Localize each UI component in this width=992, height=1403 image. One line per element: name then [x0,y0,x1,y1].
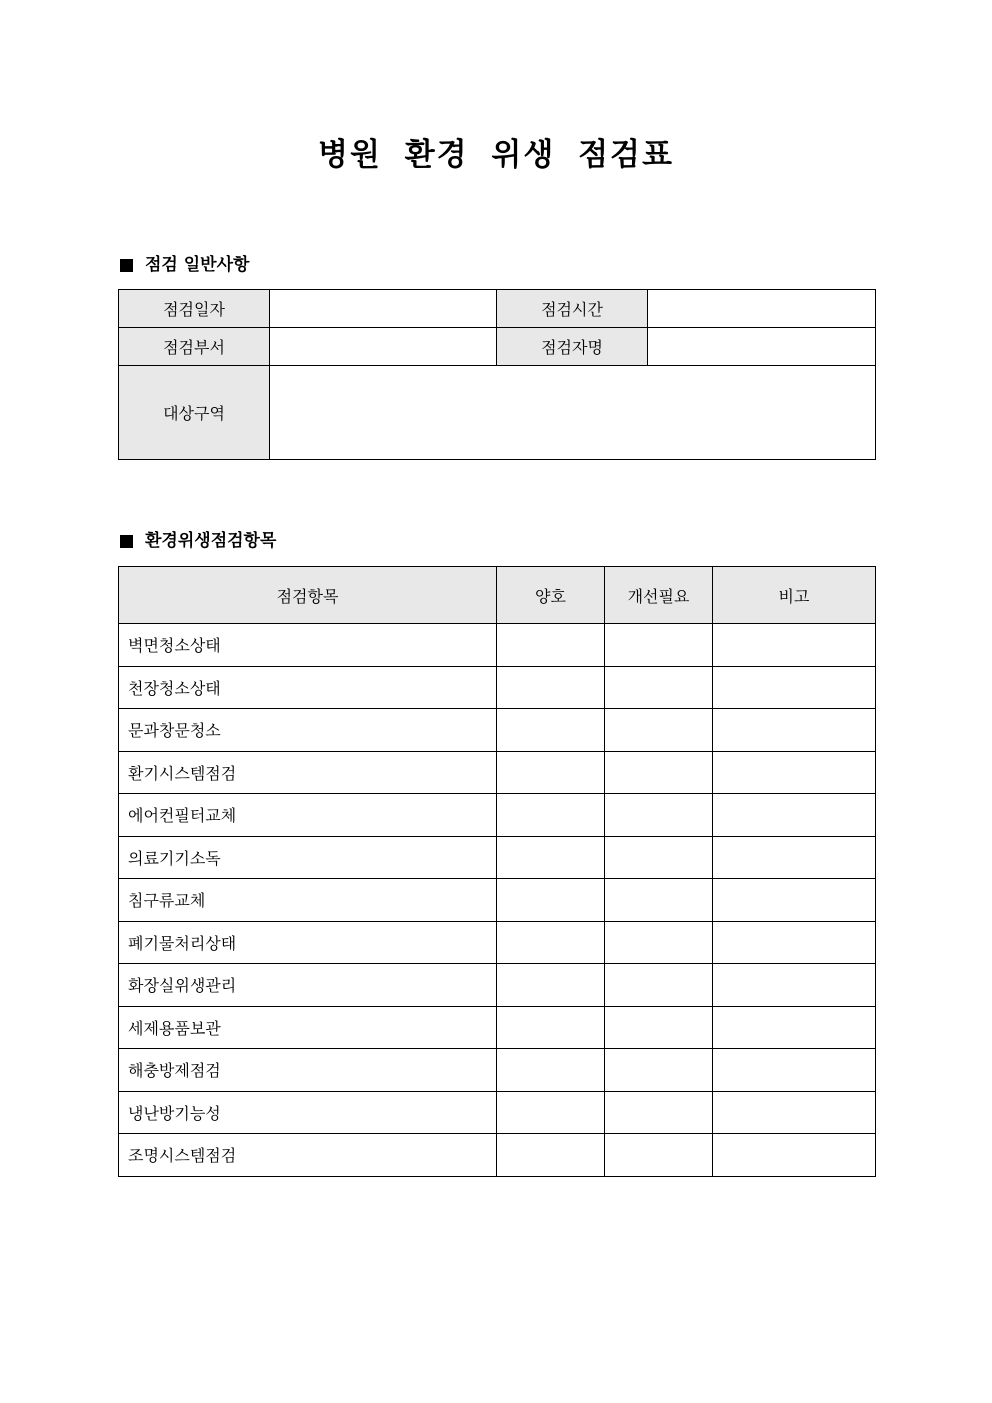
column-header-item: 점검항목 [119,567,497,624]
good-check-cell[interactable] [497,921,605,964]
column-header-remarks: 비고 [713,567,876,624]
remarks-cell[interactable] [713,794,876,837]
checklist-section-heading [120,529,276,553]
checklist-item-label: 화장실위생관리 [119,964,497,1007]
page-title: 병원 환경 위생 점검표 [318,137,674,173]
checklist-table [118,566,876,1177]
checklist-item-label: 천장청소상태 [119,666,497,709]
table-row [119,1006,876,1049]
table-row [119,921,876,964]
inspection-date-field[interactable] [270,290,497,328]
checklist-item-label: 세제용품보관 [119,1006,497,1049]
good-check-cell[interactable] [497,836,605,879]
needs-improvement-check-cell[interactable] [605,964,713,1007]
table-row [119,1134,876,1177]
column-header-good: 양호 [497,567,605,624]
good-check-cell[interactable] [497,1091,605,1134]
remarks-cell[interactable] [713,964,876,1007]
general-section-heading [120,253,249,277]
remarks-cell[interactable] [713,1134,876,1177]
square-bullet-icon [120,259,133,272]
checklist-item-label: 의료기기소독 [119,836,497,879]
needs-improvement-check-cell[interactable] [605,1134,713,1177]
needs-improvement-check-cell[interactable] [605,751,713,794]
checklist-item-label: 환기시스템점검 [119,751,497,794]
needs-improvement-check-cell[interactable] [605,1049,713,1092]
checklist-item-label: 폐기물처리상태 [119,921,497,964]
needs-improvement-check-cell[interactable] [605,709,713,752]
needs-improvement-check-cell[interactable] [605,666,713,709]
good-check-cell[interactable] [497,709,605,752]
department-field[interactable] [270,328,497,366]
checklist-item-label: 에어컨필터교체 [119,794,497,837]
remarks-cell[interactable] [713,709,876,752]
square-bullet-icon [120,535,133,548]
good-check-cell[interactable] [497,1134,605,1177]
remarks-cell[interactable] [713,624,876,667]
checklist-header-row [119,567,876,624]
checklist-section-heading-text: 환경위생점검항목 [145,531,277,551]
good-check-cell[interactable] [497,964,605,1007]
remarks-cell[interactable] [713,751,876,794]
needs-improvement-check-cell[interactable] [605,624,713,667]
needs-improvement-check-cell[interactable] [605,879,713,922]
good-check-cell[interactable] [497,751,605,794]
remarks-cell[interactable] [713,1049,876,1092]
checklist-item-label: 문과창문청소 [119,709,497,752]
good-check-cell[interactable] [497,666,605,709]
good-check-cell[interactable] [497,1049,605,1092]
remarks-cell[interactable] [713,921,876,964]
needs-improvement-check-cell[interactable] [605,921,713,964]
table-row [119,836,876,879]
label-department: 점검부서 [119,328,270,366]
remarks-cell[interactable] [713,836,876,879]
label-target-area: 대상구역 [119,366,270,460]
needs-improvement-check-cell[interactable] [605,1091,713,1134]
table-row [119,964,876,1007]
checklist-item-label: 벽면청소상태 [119,624,497,667]
remarks-cell[interactable] [713,1091,876,1134]
remarks-cell[interactable] [713,1006,876,1049]
table-row [119,1049,876,1092]
checklist-item-label: 해충방제점검 [119,1049,497,1092]
good-check-cell[interactable] [497,624,605,667]
table-row [119,794,876,837]
checklist-item-label: 조명시스템점검 [119,1134,497,1177]
label-inspector: 점검자명 [497,328,648,366]
table-row [119,1091,876,1134]
info-row-department [119,328,876,366]
target-area-field[interactable] [270,366,876,460]
needs-improvement-check-cell[interactable] [605,1006,713,1049]
good-check-cell[interactable] [497,879,605,922]
needs-improvement-check-cell[interactable] [605,794,713,837]
remarks-cell[interactable] [713,666,876,709]
table-row [119,751,876,794]
general-info-table [118,289,876,460]
remarks-cell[interactable] [713,879,876,922]
good-check-cell[interactable] [497,1006,605,1049]
table-row [119,624,876,667]
good-check-cell[interactable] [497,794,605,837]
needs-improvement-check-cell[interactable] [605,836,713,879]
label-inspection-date: 점검일자 [119,290,270,328]
general-section-heading-text: 점검 일반사항 [145,255,250,275]
table-row [119,709,876,752]
table-row [119,666,876,709]
table-row [119,879,876,922]
label-inspection-time: 점검시간 [497,290,648,328]
column-header-needs-improvement: 개선필요 [605,567,713,624]
info-row-date [119,290,876,328]
inspection-time-field[interactable] [648,290,876,328]
info-row-area [119,366,876,460]
checklist-item-label: 냉난방기능성 [119,1091,497,1134]
inspector-field[interactable] [648,328,876,366]
checklist-item-label: 침구류교체 [119,879,497,922]
